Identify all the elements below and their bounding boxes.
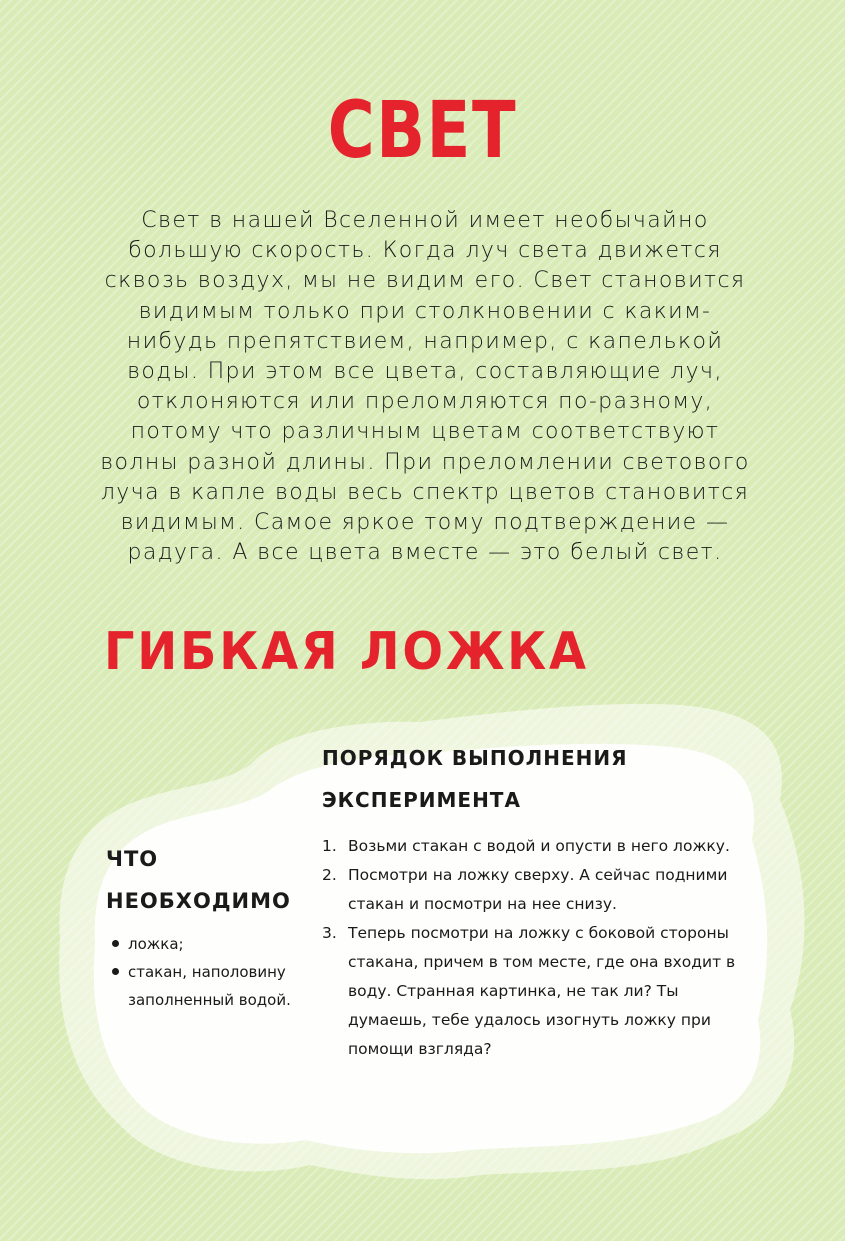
- intro-paragraph: Свет в нашей Вселенной имеет необычайно большую скорость. Когда луч света движется сквозь воздух, мы не видим его. Свет становится видимым только при столкновении с каким-нибудь препятствием, например, с капелькой воды. При этом все цвета, составляющие луч, отклоняются или преломляются по-разному, потому что различным цветам соответствуют волны разной длины. При преломлении светового луча в капле воды весь спектр цветов становится видимым. Самое яркое тому подтверждение — радуга. А все цвета вместе — это белый свет.: [100, 208, 750, 566]
- procedure-heading: ПОРЯДОК ВЫПОЛНЕНИЯ ЭКСПЕРИМЕНТА: [322, 746, 628, 812]
- bullet-icon: [112, 940, 119, 947]
- list-item: [322, 861, 752, 919]
- list-item-text: стакан, наполовину заполненный водой.: [128, 963, 291, 1009]
- materials-list: [110, 930, 310, 1014]
- step-number: 1.: [322, 837, 337, 855]
- procedure-steps-list: [322, 832, 752, 1064]
- step-number: 2.: [322, 866, 337, 884]
- step-text: Теперь посмотри на ложку с боковой стороны стакана, причем в том месте, где она входит в воду. Странная картинка, не так ли? Ты думаешь, тебе удалось изогнуть ложку при помощи взгляда?: [348, 924, 736, 1058]
- step-text: Посмотри на ложку сверху. А сейчас подними стакан и посмотри на нее снизу.: [348, 866, 728, 913]
- list-item: [322, 832, 752, 861]
- step-number: 3.: [322, 924, 337, 942]
- list-item: [110, 930, 310, 958]
- section-title-flexible-spoon: ГИБКАЯ ЛОЖКА: [104, 622, 589, 682]
- materials-heading: ЧТО НЕОБХОДИМО: [106, 847, 291, 913]
- section-title-light: СВЕТ: [327, 86, 518, 176]
- list-item-text: ложка;: [128, 935, 184, 953]
- step-text: Возьми стакан с водой и опусти в него ложку.: [348, 837, 730, 855]
- bullet-icon: [112, 968, 119, 975]
- list-item: [322, 919, 752, 1064]
- list-item: [110, 958, 310, 1014]
